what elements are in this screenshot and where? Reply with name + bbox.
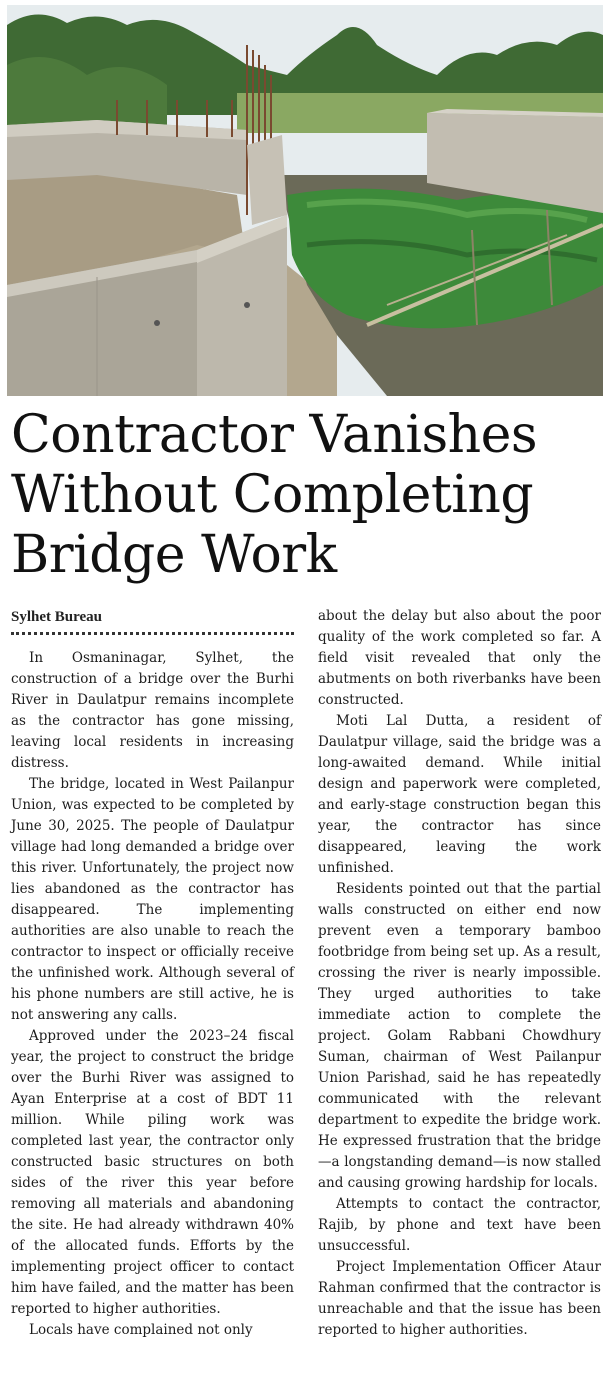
paragraph: Locals have complained not only (29, 1322, 253, 1338)
bridge-site-photo (7, 5, 603, 396)
headline-line-2: Without Completing (11, 465, 534, 525)
headline-line-1: Contractor Vanishes (11, 405, 538, 465)
paragraph: Approved under the 2023–24 fiscal year, the project to construct the bridge over the Burhi River was assigned to Ayan Enterprise at a cost of BDT 11 million. While piling work was completed last year, the contractor only constructed basic structures on both sides of the river this year before removing all materials and abandoning the site. He had already withdrawn 40% of the allocated funds. Efforts by the implementing project officer to contact him have failed, and the matter has been reported to higher authorities. (11, 1028, 294, 1317)
headline (11, 405, 603, 585)
paragraph: Residents pointed out that the partial walls constructed on either end now prevent even a temporary bamboo footbridge from being set up. As a result, crossing the river is nearly impossible. They urged authorities to take immediate action to complete the project. Golam Rabbani Chowdhury Suman, chairman of West Pailanpur Union Parishad, said he has repeatedly communicated with the relevant department to expedite the bridge work. He expressed frustration that the bridge—a longstanding demand—is now stalled and causing growing hardship for locals. (318, 881, 601, 1191)
paragraph: Project Implementation Officer Ataur Rahman confirmed that the contractor is unreachable and that the issue has been reported to higher authorities. (318, 1259, 601, 1338)
byline: Sylhet Bureau (11, 609, 102, 625)
paragraph: Moti Lal Dutta, a resident of Daulatpur village, said the bridge was a long-awaited demand. While initial design and paperwork were completed, and early-stage construction began this year, the contractor has since disappeared, leaving the work unfinished. (318, 713, 601, 876)
article-column-right (318, 606, 601, 1341)
paragraph: In Osmaninagar, Sylhet, the construction of a bridge over the Burhi River in Daulatpur remains incomplete as the contractor has gone missing, leaving local residents in increasing distress. (11, 650, 294, 771)
headline-line-3: Bridge Work (11, 525, 337, 585)
paragraph: The bridge, located in West Pailanpur Union, was expected to be completed by June 30, 2025. The people of Daulatpur village had long demanded a bridge over this river. Unfortunately, the project now lies abandoned as the contractor has disappeared. The implementing authorities are also unable to reach the contractor to inspect or officially receive the unfinished work. Although several of his phone numbers are still active, he is not answering any calls. (11, 776, 294, 1023)
article-column-left (11, 648, 294, 1341)
byline-divider (11, 632, 294, 635)
paragraph: Attempts to contact the contractor, Rajib, by phone and text have been unsuccessful. (318, 1196, 601, 1254)
photo-illustration (7, 5, 603, 396)
paragraph: about the delay but also about the poor quality of the work completed so far. A field visit revealed that only the abutments on both riverbanks have been constructed. (318, 608, 601, 708)
